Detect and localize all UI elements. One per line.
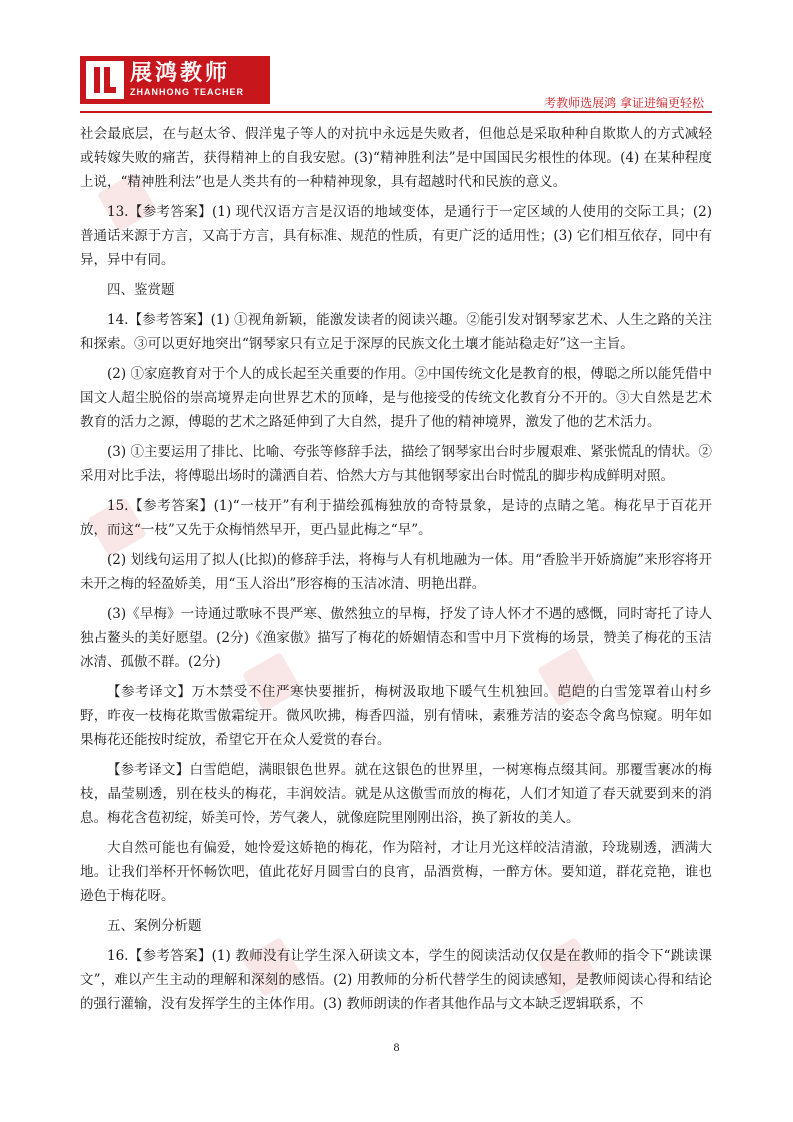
translation-paragraph: 【参考译文】白雪皑皑，满眼银色世界。就在这银色的世界里，一树寒梅点缀其间。那覆雪裹冰的梅枝，晶莹剔透，别在枝头的梅花，丰润姣洁。就是从这傲雪而放的梅花，人们才知道了春天就要到来的消息。梅花含苞初绽，娇美可怜，芳气袭人，就像庭院里刚刚出浴，换了新妆的美人。 (80, 762, 712, 826)
translation-paragraph: 大自然可能也有偏爱，她怜爱这娇艳的梅花，作为陪衬，才让月光这样皎洁清澈，玲珑剔透，洒满大地。让我们举杯开怀畅饮吧，值此花好月圆雪白的良宵，品酒赏梅，一醉方休。要知道，群花竞艳，谁也逊色于梅花呀。 (80, 840, 712, 904)
page-header (80, 56, 712, 113)
section-heading: 五、案例分析题 (107, 918, 202, 934)
logo-mark-icon (86, 61, 124, 99)
header-slogan: 考教师选展鸿 拿证进编更轻松 (544, 96, 704, 110)
translation-paragraph: 【参考译文】万木禁受不住严寒快要摧折，梅树汲取地下暖气生机独回。皑皑的白雪笼罩着山村乡野，昨夜一枝梅花欺雪傲霜绽开。微风吹拂，梅香四溢，别有情味，素雅芳洁的姿态令禽鸟惊窥。明年如果梅花还能按时绽放，希望它开在众人爱赏的春台。 (80, 684, 712, 748)
answer-paragraph: 15.【参考答案】(1)“一枝开”有利于描绘孤梅独放的奇特景象，是诗的点睛之笔。梅花早于百花开放，而这“一枝”又先于众梅悄然早开，更凸显此梅之“早”。 (80, 498, 712, 538)
answer-paragraph: (2) 划线句运用了拟人(比拟)的修辞手法，将梅与人有机地融为一体。用“香脸半开娇旖旎”来形容将开未开之梅的轻盈娇美，用“玉人浴出”形容梅的玉洁冰清、明艳出群。 (80, 552, 712, 592)
header-divider (80, 111, 712, 113)
answer-paragraph: (3) ①主要运用了排比、比喻、夸张等修辞手法，描绘了钢琴家出台时步履艰难、紧张慌乱的情状。②采用对比手法，将傅聪出场时的潇洒自若、恰然大方与其他钢琴家出台时慌乱的脚步构成鲜明对照。 (80, 444, 712, 484)
answer-paragraph: 13.【参考答案】(1) 现代汉语方言是汉语的地域变体，是通行于一定区域的人使用的交际工具；(2) 普通话来源于方言，又高于方言，具有标准、规范的性质，有更广泛的适用性；(3) 它们相互依存，同中有异，异中有同。 (80, 204, 712, 268)
answer-paragraph: 14.【参考答案】(1) ①视角新颖，能激发读者的阅读兴趣。②能引发对钢琴家艺术、人生之路的关注和探索。③可以更好地突出“钢琴家只有立足于深厚的民族文化土壤才能站稳走好”这一主旨。 (80, 312, 712, 352)
answer-paragraph: (3)《早梅》一诗通过歌咏不畏严寒、傲然独立的早梅，抒发了诗人怀才不遇的感慨，同时寄托了诗人独占鳌头的美好愿望。(2分)《渔家傲》描写了梅花的娇媚情态和雪中月下赏梅的场景，赞美了梅花的玉洁冰清、孤傲不群。(2分) (80, 606, 712, 670)
document-body (80, 122, 712, 1016)
logo-chinese-name: 展鸿教师 (130, 61, 231, 86)
section-heading: 四、鉴赏题 (107, 282, 175, 298)
page-number: 8 (393, 1040, 400, 1054)
brand-logo (80, 56, 270, 104)
answer-paragraph: 社会最底层，在与赵太爷、假洋鬼子等人的对抗中永远是失败者，但他总是采取种种自欺欺人的方式减轻或转嫁失败的痛苦，获得精神上的自我安慰。(3)“精神胜利法”是中国国民劣根性的体现。(4) 在某种程度上说，“精神胜利法”也是人类共有的一种精神现象，具有超越时代和民族的意义。 (80, 126, 712, 190)
logo-english-name: ZHANHONG TEACHER (130, 87, 244, 97)
answer-paragraph: (2) ①家庭教育对于个人的成长起至关重要的作用。②中国传统文化是教育的根，傅聪之所以能凭借中国文人超尘脱俗的崇高境界走向世界艺术的顶峰，是与他接受的传统文化教育分不开的。③大自然是艺术教育的活力之源，傅聪的艺术之路延伸到了大自然，提升了他的精神境界，激发了他的艺术活力。 (80, 366, 712, 430)
answer-paragraph: 16.【参考答案】(1) 教师没有让学生深入研读文本，学生的阅读活动仅仅是在教师的指令下“跳读课文”，难以产生主动的理解和深刻的感悟。(2) 用教师的分析代替学生的阅读感知，是教师阅读心得和结论的强行灌输，没有发挥学生的主体作用。(3) 教师朗读的作者其他作品与文本缺乏逻辑联系，不 (80, 948, 712, 1012)
